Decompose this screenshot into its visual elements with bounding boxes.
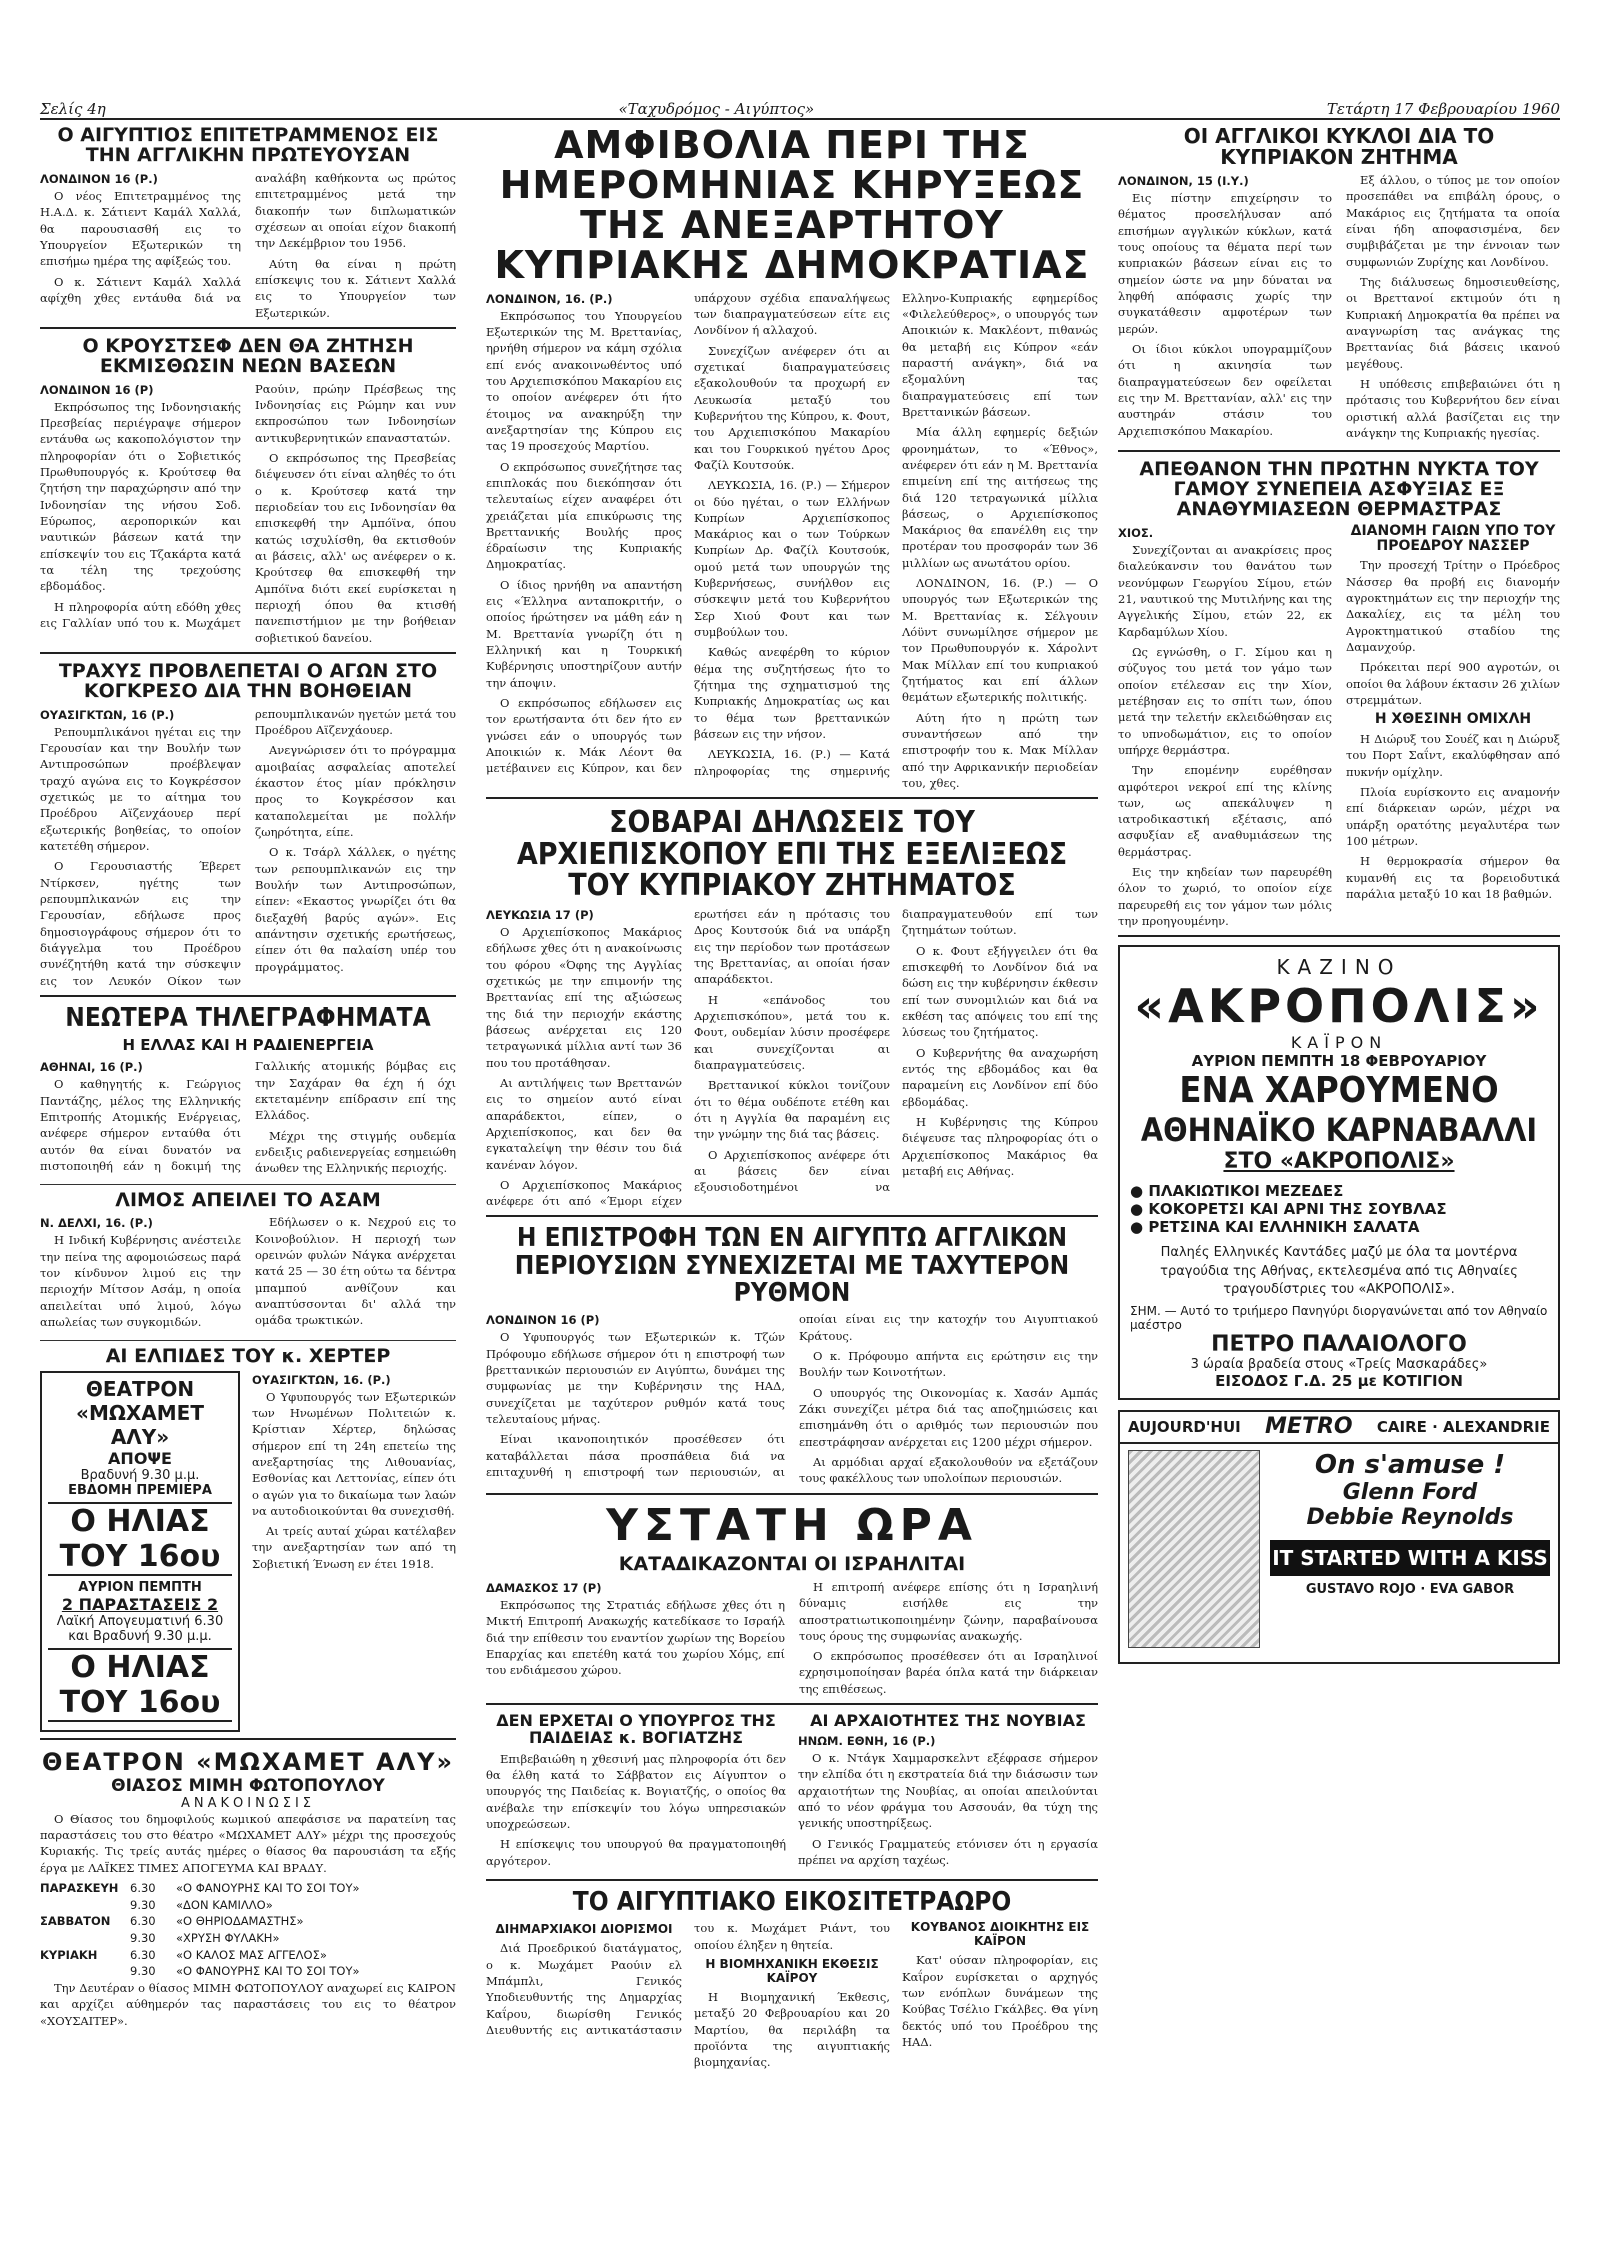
paragraph: Εκπρόσωπος της Ινδονησιακής Πρεσβείας περιέγραψε σήμερον εντάυθα ως κακοπολόγιστον την πληροφορίαν ότι ο Σοβιετικός Πρωθυπουργός κ. Κρούτσεφ θα ζητήση την παραχώρησιν από την Ινδονησίαν της νήσου Σοδ. Εύρωπος, αεροπορικών και ναυτικών βάσεων κατά την επίσκεψίν του εις Τζακάρτα κατά τα τέλη της τρεχούσης εβδομάδος.: [40, 399, 241, 594]
paragraph: Η Ινδική Κυβέρνησις ανέστειλε την πείνα της αφομοιώσεως παρά τον κίνδυνον λιμού εις την περιοχήν Μίτσον Ασάμ, η οποία απειλείται υπό λιμού, λόγω απωλείας των συγκομιδών.: [40, 1233, 241, 1330]
dateline: ΗΝΩΜ. ΕΘΝΗ, 16 (Ρ.): [798, 1733, 936, 1748]
ad-menu-item: ● ΠΛΑΚΙΩΤΙΚΟΙ ΜΕΖΕΔΕΣ: [1130, 1182, 1548, 1200]
paragraph: Ανεγνώρισεν ότι το πρόγραμμα αμοιβαίας ασφαλείας αποτελεί έκαστον έτος μίαν πρόκλησιν προς το Κογκρέσσον και καταπολεμείται με πολλήν ζωηρότητα, είπε.: [255, 743, 456, 840]
ad-menu-item: ● ΚΟΚΟΡΕΤΣΙ ΚΑΙ ΑΡΝΙ ΤΗΣ ΣΟΥΒΛΑΣ: [1130, 1200, 1548, 1218]
article-famine-assam: [40, 1214, 456, 1333]
article-british-circles: [1118, 172, 1560, 444]
metro-logo: METRO: [1265, 1414, 1353, 1440]
ad-troupe-name: ΘΙΑΣΟΣ ΜΙΜΗ ΦΩΤΟΠΟΥΛΟΥ: [111, 1775, 385, 1796]
ad-theatre-name: ΘΕΑΤΡΟΝ «ΜΩΧΑΜΕΤ ΑΛΥ»: [41, 1747, 455, 1776]
headline-british-circles: ΟΙ ΑΓΓΛΙΚΟΙ ΚΥΚΛΟΙ ΔΙΑ ΤΟ ΚΥΠΡΙΑΚΟΝ ΖΗΤΗΜΑ: [1183, 124, 1495, 169]
ad-metro-cinema: [1118, 1410, 1560, 1664]
metro-today: AUJOURD'HUI: [1128, 1417, 1241, 1436]
headline-khrushchev: Ο ΚΡΟΥΣΤΣΕΦ ΔΕΝ ΘΑ ΖΗΤΗΣΗ ΕΚΜΙΣΘΩΣΙΝ ΝΕΩΝ ΒΑΣΕΩΝ: [82, 334, 414, 377]
ad-kazino-name: «ΑΚΡΟΠΟΛΙΣ»: [1134, 979, 1544, 1034]
schedule-row: [40, 1897, 456, 1914]
subheadline: Η ΒΙΟΜΗΧΑΝΙΚΗ ΕΚΘΕΣΙΣ ΚΑΪΡΟΥ: [705, 1956, 879, 1985]
headline-wedding-night: ΑΠΕΘΑΝΟΝ ΤΗΝ ΠΡΩΤΗΝ ΝΥΚΤΑ ΤΟΥ ΓΑΜΟΥ ΣΥΝΕΠΕΙΑ ΑΣΦΥΞΙΑΣ ΕΞ ΑΝΑΘΥΜΙΑΣΕΩΝ ΘΕΡΜΑΣΤΡΑΣ: [1139, 458, 1539, 520]
divider: [1118, 450, 1560, 452]
divider: [40, 652, 456, 654]
short-news-row: [486, 1713, 1098, 1873]
headline-egyptian-24h: ΤΟ ΑΙΓΥΠΤΙΑΚΟ ΕΙΚΟΣΙΤΕΤΡΑΩΡΟ: [572, 1887, 1012, 1918]
paragraph: Η επιτροπή ανέφερε επίσης ότι η Ισραηλινή δύναμις εισήλθε εις την αποστρατιωτικοποιημένην ζώνην, παραβαίνουσα τους όρους της συμφωνίας ανακωχής.: [799, 1579, 1098, 1643]
paragraph: Ο εκπρόσωπος της Πρεσβείας διέψευσεν ότι είναι αληθές το ότι ο κ. Κρούτσεφ κατά την περιοδείαν του εις Ινδονησίαν θα επισκεφθή την Αμπόϊνα, όπου κατώς ισχυλίσθη, θα εκτισθούν αι βάσεις, αλλ' ως ανέφερεν ο κ. Κρούτσεφ θα επισκεφθή την Αμπόϊνα διότι εκεί ευρίσκεται η περιοχή όπου θα κτισθή πανεπιστήμιον με την βοήθειαν σοβιετικού δανείου.: [255, 451, 456, 645]
headline-congress: ΤΡΑΧΥΣ ΠΡΟΒΛΕΠΕΤΑΙ Ο ΑΓΩΝ ΣΤΟ ΚΟΓΚΡΕΣΟ ΔΙΑ ΤΗΝ ΒΟΗΘΕΙΑΝ: [58, 659, 438, 702]
schedule-day: [40, 1930, 130, 1947]
paragraph: Ο Αρχιεπίσκοπος Μακάριος ανέφερε ότι από «Έμορι είχεν ερωτήσει εάν η πρότασις του Δρος Κουτσούκ διά να υπάρξη εις την περίοδον των προτάσεων της Βρεττανίας, αι οποίαι ήσαν απαράδεκτοι.: [486, 906, 890, 1209]
dateline: ΛΟΝΔΙΝΟΝ, 16. (Ρ.): [486, 291, 613, 306]
headline-herter: ΑΙ ΕΛΠΙΔΕΣ ΤΟΥ κ. ΧΕΡΤΕΡ: [105, 1344, 391, 1367]
divider: [40, 1184, 456, 1185]
dateline: ΑΘΗΝΑΙ, 16 (Ρ.): [40, 1060, 143, 1075]
divider: [486, 1215, 1098, 1217]
schedule-play: «ΧΡΥΣΗ ΦΥΛΑΚΗ»: [176, 1930, 280, 1945]
ad-theatre-name: ΘΕΑΤΡΟΝ «ΜΩΧΑΜΕΤ ΑΛΥ»: [76, 1376, 204, 1449]
schedule-hour: 6.30: [130, 1947, 156, 1962]
schedule-day: [40, 1897, 130, 1914]
metro-costars: GUSTAVO ROJO · EVA GABOR: [1305, 1581, 1515, 1597]
schedule-row: [40, 1880, 456, 1897]
ad-menu-item: ● ΡΕΤΣΙΝΑ ΚΑΙ ΕΛΛΗΝΙΚΗ ΣΑΛΑΤΑ: [1130, 1218, 1548, 1236]
divider: [486, 1703, 1098, 1705]
schedule-hour: 6.30: [130, 1880, 156, 1895]
newspaper-name: «Ταχυδρόμος - Αιγύπτος»: [618, 100, 815, 118]
ad-kazino-maestro: ΠΕΤΡΟ ΠΑΛΑΙΟΛΟΓΟ: [1211, 1331, 1467, 1357]
ad-kazino-venue: ΣΤΟ «ΑΚΡΟΠΟΛΙΣ»: [1223, 1149, 1455, 1175]
metro-film-info: [1270, 1450, 1550, 1597]
dateline: ΟΥΑΣΙΓΚΤΩΝ, 16. (Ρ.): [252, 1372, 391, 1387]
paragraph: Οι ίδιοι κύκλοι υπογραμμίζουν ότι η ακινησία των διαπραγματεύσεων δεν οφείλεται εις την Μ. Βρεττανίαν, αλλ' εις την αυστηράν στάσιν του Αρχιεπισκόπου Μακαρίου.: [1118, 341, 1332, 438]
schedule-day: ΚΥΡΙΑΚΗ: [40, 1947, 98, 1962]
paragraph: Εις πίστην επιχείρησιν το θέματος προσελήλυσαν από επισήμων αγγλικών κύκλων, κατά τους οποίους τα θέματα περί των κυπριακών βάσεων είναι εις το σημείον ώστε να μην δύναται να ληφθή απόφασις χωρίς την συγκατάθεσιν αμφοτέρων των μερών.: [1118, 191, 1332, 336]
schedule-row: [40, 1930, 456, 1947]
schedule-day: ΣΑΒΒΑΤΟΝ: [40, 1914, 111, 1929]
film-still-image: [1128, 1450, 1260, 1648]
masthead: [40, 96, 1560, 120]
paragraph: Ως εγνώσθη, ο Γ. Σίμου και η σύζυγος του μετά τον γάμο των οποίον ετέλεσαν εις την Χίον, μετέβησαν εις το σπίτι των, όπου μετά την τελετήν εκλειδώθησαν εις το υπνοδωμάτιον, εις το οποίον υπήρχε θερμάστρα.: [1118, 644, 1332, 757]
article-congress: [40, 706, 456, 989]
ad-next-day: ΑΥΡΙΟΝ ΠΕΜΠΤΗ: [78, 1579, 202, 1595]
paragraph: Ο εκπρόσωπος εδήλωσεν εις τον ερωτήσαντα ότι δεν ήτο εν γνώσει εάν ο υπουργός των Αποικιών κ. Μάκ Λέοντ θα μετέβαινεν εις Κύπρον, και δεν υπάρχουν σχέδια επαναλήψεως των διαπραγματεύσεων είτε εις Λονδίνον ή αλλαχού.: [486, 290, 890, 776]
paragraph: Ο κ. Τσάρλ Χάλλεκ, ο ηγέτης των ρεπουμπλικανών εις την Βουλήν των Αντιπροσώπων, είπεν: «Εκαστος γνωρίζει ότι θα διεξαχθή βαρύς αγών». Εις απάντησιν σχετικής ερωτήσεως, είπεν ότι θα παλαίση υπέρ του προγράμματος.: [255, 845, 456, 974]
paragraph: Αι αρμόδιαι αρχαί εξακολουθούν να εξετάζουν τους φακέλλους των υπολοίπων περιουσιών.: [799, 1455, 1098, 1486]
dateline: ΛΟΝΔΙΝΟΝ, 15 (Ι.Υ.): [1118, 174, 1249, 188]
paragraph: Ο κ. Ντάγκ Χαμμαρσκελντ εξέφρασε σήμερον την ελπίδα ότι η εκστρατεία διά την διάσωσιν των αρχαιοτήτων της Νουβίας, αι οποίαι απειλούνται από το νέον φράγμα του Ασσουάν, θα τύχη της γενικής υποστηρίξεως.: [798, 1750, 1098, 1831]
paragraph: Αι τρείς αυταί χώραι κατέλαβεν την ανεξαρτησίαν των από τη Σοβιετική Ένωση εν έτει 1918.: [252, 1524, 456, 1571]
schedule-play: «Ο ΚΑΛΟΣ ΜΑΣ ΑΓΓΕΛΟΣ»: [176, 1947, 327, 1962]
article-british-property: [486, 1311, 1098, 1486]
article-herter: [252, 1371, 456, 1732]
ad-kazino-menu: [1130, 1182, 1548, 1236]
dateline: ΛΕΥΚΩΣΙΑ 17 (Ρ): [486, 907, 594, 922]
issue-date: Τετάρτη 17 Φεβρουαρίου 1960: [1326, 100, 1560, 118]
paragraph: Ο κ. Πρόφουμο απήντα εις ερώτησιν εις την Βουλήν των Κοινοτήτων.: [799, 1349, 1098, 1380]
schedule-row: [40, 1947, 456, 1964]
paragraph: Η Βιομηχανική Έκθεσις, μεταξύ 20 Φεβρουαρίου και 20 Μαρτίου, θα περιλάβη τα προϊόντα της αιγυπτιακής βιομηχανίας.: [694, 1989, 890, 2070]
dateline: ΟΥΑΣΙΓΚΤΩΝ, 16 (Ρ.): [40, 707, 175, 722]
ad-kazino-akropolis: [1118, 945, 1560, 1399]
headline-fog: Η ΧΘΕΣΙΝΗ ΟΜΙΧΛΗ: [1374, 711, 1532, 728]
paragraph: Ο Αρχιεπίσκοπος Μακάριος εδήλωσε χθες ότι η ανακοίνωσις του φόρου «Όφης της Αγγλίας σχετικώς με την επιμονήν της Βρεττανίας επί της αξιώσεως της διά την περιοχήν εκάστης βάσεως ανέρχεται εις 120 τετραγωνικά μίλλια αντί των 36 που του προτάθησαν.: [486, 924, 682, 1070]
paragraph: Εκπρόσωπος της Στρατιάς εδήλωσε χθες ότι η Μικτή Επιτροπή Ανακωχής κατεδίκασε το Ισραήλ διά την επίθεσιν του εναντίον χωρίων της Βορείου Επαρχίας και επετέθη κατά του χωρίου Χόμς, επί του ενδιάμεσου χώρου.: [486, 1597, 785, 1678]
metro-cities: CAIRE · ALEXANDRIE: [1376, 1417, 1550, 1436]
ad-show-count: 2 ΠΑΡΑΣΤΑΣΕΙΣ 2: [61, 1594, 219, 1614]
ad-tonight: ΑΠΟΨΕ: [108, 1448, 172, 1468]
paragraph: Βρεττανικοί κύκλοι τονίζουν ότι το θέμα ουδέποτε ετέθη και ότι η Αγγλία θα παραμένη εις την γνώμην της διά τας βάσεις.: [694, 1078, 890, 1142]
metro-header: [1120, 1412, 1558, 1444]
paragraph: Ο Κυβερνήτης θα αναχωρήση εντός της εβδομάδος και θα παραμείνη εις Λονδίνον επί δύο εβδομάδας.: [902, 1045, 1098, 1109]
paragraph: Είναι ικανοποιητικόν προσέθεσεν ότι καταβάλλεται πάσα προσπάθεια διά να επιταχυνθή η επιστροφή των περιουσιών, αι οποίαι είναι εις την κατοχήν του Αιγυπτιακού Κράτους.: [486, 1312, 1098, 1479]
paragraph: Πλοία ευρίσκοντο εις αναμονήν επί διάρκειαν ωρών, μέχρι να υπάρξη ορατότης μεγαλυτέρα των 100 μέτρων.: [1346, 784, 1560, 848]
page-number: Σελίς 4η: [40, 100, 106, 118]
paragraph: Συνεχίζων ανέφερεν ότι αι σχετικαί διαπραγματεύσεις εξακολουθούν τα προχωρή εν Λευκωσία μεταξύ του Κυβερνήτου της Κύπρου, κ. Φουτ, του Αρχιεπισκόπου Μακαρίου και του Γουρκικού ηγέτου Δρος Φαζίλ Κουτσούκ.: [694, 343, 890, 472]
column-right: [1118, 126, 1560, 1664]
theatre-ad-mohamed-aly: [40, 1371, 240, 1732]
dateline: ΔΑΜΑΣΚΟΣ 17 (Ρ): [486, 1580, 602, 1595]
schedule-day: ΠΑΡΑΣΚΕΥΗ: [40, 1880, 119, 1895]
ad-play-title: Ο ΗΛΙΑΣ ΤΟΥ 16ου: [48, 1648, 232, 1722]
ad-announcement-label: ΑΝΑΚΟΙΝΩΣΙΣ: [180, 1795, 316, 1811]
headline-egyptian-envoy: Ο ΑΙΓΥΠΤΙΟΣ ΕΠΙΤΕΤΡΑΜΜΕΝΟΣ ΕΙΣ ΤΗΝ ΑΓΓΛΙΚΗΝ ΠΡΩΤΕΥΟΥΣΑΝ: [57, 124, 439, 166]
article-wedding-night: [1118, 524, 1560, 930]
paragraph: Την Δευτέραν ο θίασος ΜΙΜΗ ΦΩΤΟΠΟΥΛΟΥ αναχωρεί εις ΚΑΙΡΟΝ και αρχίζει αύθημερόν τας παραστάσεις του εις το θέατρον «ΧΟΥΣΑΙΤΕΡ».: [40, 1980, 456, 2028]
headline-famine-assam: ΛΙΜΟΣ ΑΠΕΙΛΕΙ ΤΟ ΑΣΑΜ: [115, 1188, 381, 1211]
ad-kazino-tagline: ΕΝΑ ΧΑΡΟΥΜΕΝΟ: [1179, 1070, 1499, 1112]
ad-play-title: Ο ΗΛΙΑΣ ΤΟΥ 16ου: [48, 1502, 232, 1576]
ad-kazino-event: ΑΘΗΝΑΪΚΟ ΚΑΡΝΑΒΑΛΛΙ: [1140, 1111, 1538, 1150]
divider: [486, 797, 1098, 799]
dateline: ΛΟΝΔΙΝΟΝ 16 (Ρ): [40, 382, 154, 397]
paragraph: Ο κ. Φουτ εξήγγειλεν ότι θα επισκεφθή το Λονδίνον διά να δώση εις την κυβέρνησιν έκθεσιν επί των συνομιλιών και διά να εκθέση τας απόψεις του επί της λύσεως του ζητήματος.: [902, 943, 1098, 1040]
divider: [40, 1340, 456, 1341]
paragraph: Ο Υφυπουργός των Εξωτερικών των Ηνωμένων Πολιτειών κ. Κρίστιαν Χέρτερ, δηλώσας σήμερον επί τη 24η επετείω της ανεξαρτησίας της Λιθουανίας, Εσθονίας και Λεττονίας, είπεν ότι ο αγών για το δικαίωμα των λαών να αυτοδιοικούνται θα συνεχισθή.: [252, 1389, 456, 1518]
paragraph: Εις την κηδείαν των παρευρέθη όλον το χωριό, το οποίον είχε παρευρεθή εις τον γάμον των μόλις την προηγουμένην.: [1118, 865, 1332, 929]
theatre-ad-box: [40, 1371, 240, 1732]
subheadline: ΚΟΥΒΑΝΟΣ ΔΙΟΙΚΗΤΗΣ ΕΙΣ ΚΑΪΡΟΝ: [910, 1920, 1090, 1949]
divider: [486, 1879, 1098, 1881]
paragraph: Η πληροφορία αύτη εδόθη χθες εις Γαλλίαν υπό του κ. Μωχάμετ Ραούιν, πρώην Πρέσβεως της Ινδονησίας εις Ρώμην και νυν εκπροσώπου των Ινδονησίων αντικυβερνητικών επαναστατών.: [40, 381, 456, 630]
paragraph: Ο Γερουσιαστής Έβερετ Ντίρκσεν, ηγέτης των ρεπουμπλικανών εις την Γερουσίαν, εδήλωσε προς δημοσιογράφους σήμερον ότι το διάγγελμα του Προέδρου συνέζητήθη κατά την σύσκεψιν εις τον Λευκόν Οίκον των ρεπουμπλικανών ηγετών μετά του Προέδρου Αϊζενχάουερ.: [40, 706, 456, 988]
schedule-play: «Ο ΦΑΝΟΥΡΗΣ ΚΑΙ ΤΟ ΣΟΙ ΤΟΥ»: [176, 1880, 360, 1895]
paragraph: Πρόκειται περί 900 αγροτών, οι οποίοι θα λάβουν έκτασιν 26 χιλίων στρεμμάτων.: [1346, 660, 1560, 707]
paragraph: Κατ' ούσαν πληροφορίαν, εις Καΐρον ευρίσκεται ο αρχηγός των ενόπλων δυνάμεων της Κούβας Τσέλιο Γκάλβες. Θα γίνη δεκτός υπό του Προέδρου της ΗΑΔ.: [902, 1953, 1098, 2049]
schedule-hour: 9.30: [130, 1897, 156, 1912]
article-radioactivity: [40, 1058, 456, 1177]
paragraph: Την επομένην ευρέθησαν αμφότεροι νεκροί επί της κλίνης των, ως απεκάλυψεν η ιατροδικαστική εξέτασις, από ασφυξίαν εξ αναθυμιάσεων της θερμάστρας.: [1118, 763, 1332, 859]
ad-kazino-nights: 3 ώραία βραδεία στους «Τρείς Μασκαράδες»: [1190, 1356, 1488, 1372]
paragraph: Καθώς ανεφέρθη το κύριον θέμα της συζητήσεως ήτο το ζήτημα της σχηματισμού της Κυπριακής Δημοκρατίας ως και το θέμα των βρεττανικών βάσεων εις την νήσον.: [694, 645, 890, 742]
dateline: ΧΙΟΣ.: [1118, 525, 1154, 540]
ad-kazino-date: ΑΥΡΙΟΝ ΠΕΜΠΤΗ 18 ΦΕΒΡΟΥΑΡΙΟΥ: [1191, 1052, 1487, 1071]
paragraph: ΛΟΝΔΙΝΟΝ, 16. (Ρ.) — Ο υπουργός των Εξωτερικών της Μ. Βρεττανίας κ. Σέλγουιν Λόϋντ συνωμίλησε σήμερον με τον Πρωθυπουργόν κ. Χάρολντ Μακ Μίλλαν επί του κυπριακού ζητήματος και επί άλλων θεμάτων εξωτερικής πολιτικής.: [902, 576, 1098, 705]
ad-kazino-note: ΣΗΜ. — Αυτό το τριήμερο Πανηγύρι διοργανώνεται από τον Αθηναίο μαέστρο: [1130, 1303, 1548, 1332]
headline-cyprus-republic-date: ΑΜΦΙΒΟΛΙΑ ΠΕΡΙ ΤΗΣ ΗΜΕΡΟΜΗΝΙΑΣ ΚΗΡΥΞΕΩΣ ΤΗΣ ΑΝΕΞΑΡΤΗΤΟΥ ΚΥΠΡΙΑΚΗΣ ΔΗΜΟΚΡΑΤΙΑΣ: [494, 123, 1090, 287]
paragraph: Ο Υφυπουργός των Εξωτερικών κ. Τζών Πρόφουμο εδήλωσε σήμερον ότι η επιστροφή των βρεττανικών περιουσιών εν Αιγύπτω, δυνάμει της συμφωνίας με την Κυβέρνησιν της ΗΑΔ, συνεχίζεται με ταχύτερον ρυθμόν κατά τους τελευταίους μήνας.: [486, 1330, 785, 1427]
paragraph: Η Διώρυξ του Σουέζ και η Διώρυξ του Πορτ Σαΐντ, εκαλύφθησαν από πυκνήν ομίχλην.: [1346, 731, 1560, 779]
paragraph: Μία άλλη εφημερίς δεξιών φρονημάτων, το «Έθνος», ανέφερεν ότι εάν η Μ. Βρεττανία επιμείνη επί της αιτήσεως της διά 120 τετραγωνικά μίλλια βάσεως, ο Αρχιεπίσκοπος Μακάριος θα επανέλθη εις την προτέραν του προσφοράν των 36 μιλλίων ως ανωτάτου ορίου.: [902, 425, 1098, 570]
headline-archbishop-statements: ΣΟΒΑΡΑΙ ΔΗΛΩΣΕΙΣ ΤΟΥ ΑΡΧΙΕΠΙΣΚΟΠΟΥ ΕΠΙ ΤΗΣ ΕΞΕΛΙΞΕΩΣ ΤΟΥ ΚΥΠΡΙΑΚΟΥ ΖΗΤΗΜΑΤΟΣ: [516, 805, 1068, 904]
article-egyptian-envoy: [40, 170, 456, 321]
column-left: [40, 126, 456, 2033]
divider: [40, 1738, 456, 1740]
paragraph: Διά Προεδρικού διατάγματος, ο κ. Μωχάμετ Ραούιν ελ Μπάμπλι, Γενικός Υποδιευθυντής της Δημαρχίας Καΐρου, διωρίσθη Γενικός Διευθυντής εις αντικατάστασιν του κ. Μωχάμετ Ριάντ, του οποίου έληξεν η θητεία.: [486, 1921, 890, 2037]
paragraph: Ο εκπρόσωπος προσέθεσεν ότι αι Ισραηλινοί εχρησιμοποίησαν βαρέα όπλα κατά την διάρκειαν της επιθέσεως.: [799, 1649, 1098, 1696]
paragraph: Ο Θίασος του δημοφιλούς κωμικού απεφάσισε να παρατείνη τας παραστάσεις του στο θέατρο «ΜΩΧΑΜΕΤ ΑΛΥ» μέχρι της προσεχούς Κυριακής. Τις τρείς αυτάς ημέρες ο θίασος θα παρουσιάση τα εξής έργα με ΛΑΪΚΕΣ ΤΙΜΕΣ ΑΠΟΓΕΥΜΑ ΚΑΙ ΒΡΑΔΥ.: [40, 1811, 456, 1875]
dateline: Ν. ΔΕΛΧΙ, 16. (Ρ.): [40, 1216, 153, 1231]
paragraph: Η «επάνοδος του Αρχιεπισκόπου», μετά του κ. Φουτ, ουδεμίαν λύσιν προσέφερε και συνεχίζονται αι διαπραγματεύσεις.: [694, 992, 890, 1072]
ad-kazino-entry: ΕΙΣΟΔΟΣ Γ.Δ. 25 με ΚΟΤΙΓΙΟΝ: [1215, 1371, 1463, 1390]
article-nubia: [798, 1713, 1098, 1873]
article-khrushchev: [40, 381, 456, 646]
ad-kazino-label: ΚΑΖΙΝΟ: [1276, 955, 1402, 980]
metro-star: Debbie Reynolds: [1306, 1504, 1514, 1530]
paragraph: Εξ άλλου, ο τύπος με τον οποίον προσεπάθει να επιβάλη όρους, ο Μακάριος εις ζητήματα τα οποία είναι ήδη αποφασισμένα, δεν συμβιβάζεται με την έννοιαν των συμφωνιών Ζυρίχης και Λονδίνου.: [1346, 173, 1560, 269]
paragraph: Εδήλωσεν ο κ. Νεχρού εις το Κοινοβούλιον. Η περιοχή των ορεινών φυλών Νάγκα ανέρχεται κατά 25 — 30 έτη ούτω τα δέντρα μπαμπού ανθίζουν και αναπτύσσονται δι' αλλά την ομάδα τρωκτικών.: [255, 1215, 456, 1328]
paragraph: Αύτη ήτο η πρώτη των συναντήσεων από την επιστροφήν του κ. Μακ Μίλλαν από την Αφρικανικήν περιοδείαν του, χθες.: [902, 710, 1098, 791]
schedule-day: [40, 1963, 130, 1980]
schedule-row: [40, 1963, 456, 1980]
paragraph: Εκπρόσωπος του Υπουργείου Εξωτερικών της Μ. Βρεττανίας, ηρνήθη σήμερον να κάμη σχόλια επί ενός ανακοινωθέντος υπό του Αρχιεπισκόπου Μακαρίου εις το οποίον ανέφερεν ότι ήτο έτοιμος να ανακηρύξη την ανεξαρτησίαν της Κύπρου εις τας 19 προσεχούς Μαρτίου.: [486, 308, 682, 454]
article-archbishop-statements: [486, 906, 1098, 1210]
headline-education-minister: ΔΕΝ ΕΡΧΕΤΑΙ Ο ΥΠΟΥΡΓΟΣ ΤΗΣ ΠΑΙΔΕΙΑΣ κ. ΒΟΓΙΑΤΖΗΣ: [496, 1711, 776, 1747]
ad-kazino-city: ΚΑΪΡΟΝ: [1290, 1033, 1388, 1053]
paragraph: Ο ίδιος ηρνήθη να απαντήση εις «Έλληνα ανταποκριτήν, ο οποίος ήρώτησεν να μάθη εάν η Μ. Βρεττανία γνωρίζη ότι η Ελληνική και η Τουρκική Κυβέρνησις υποστηρίζουν αυτήν την άποψιν.: [486, 577, 682, 690]
subheadline: ΔΙΗΜΑΡΧΙΑΚΟΙ ΔΙΟΡΙΣΜΟΙ: [495, 1922, 673, 1937]
paragraph: Ο κ. Σάτιεντ Καμάλ Χαλλά αφίχθη χθες εντάυθα διά να αναλάβη καθήκοντα ως πρώτος επιτετραμμένος μετά την διακοπήν των διπλωματικών σχέσεων αι οποίαι είχον διακοπή την Δεκέμβριον του 1956.: [40, 170, 456, 305]
paragraph: Ο Αρχιεπίσκοπος ανέφερε ότι αι βάσεις δεν είναι εξουσιοδοτημένοι να διαπραγματευθούν επί των ζητημάτων τούτων.: [694, 906, 1098, 1195]
column-center: [486, 123, 1098, 2071]
paragraph: ΛΕΥΚΩΣΙΑ, 16. (Ρ.) — Κατά πληροφορίας της σημερινής Ελληνο-Κυπριακής εφημερίδος «Φιλελεύθερος», ο υπουργός των Αποικιών κ. Μακλέοντ, πιθανώς θα μεταβή εις Κύπρον «εάν παραστή ανάγκη», διά να εξομαλύνη τας διαπραγματεύσεις επί των Βρεττανικών βάσεων.: [694, 290, 1098, 778]
divider: [1118, 935, 1560, 937]
headline-land-distribution: ΔΙΑΝΟΜΗ ΓΑΙΩΝ ΥΠΟ ΤΟΥ ΠΡΟΕΔΡΟΥ ΝΑΣΣΕΡ: [1350, 522, 1556, 554]
paragraph: Ο καθηγητής κ. Γεώργιος Παντάζης, μέλος της Ελληνικής Επιτροπής Ατομικής Ενέργειας, ανέφερε σήμερον ενταύθα ότι αυτόν θα είναι δυνατόν να πιστοποιηθή εάν η δοκιμή της Γαλλικής ατομικής βόμβας εις την Σαχάραν θα έχη ή όχι εκτεταμένην επίδρασιν επί της Ελλάδος.: [40, 1059, 456, 1174]
subheadline-radioactivity: Η ΕΛΛΑΣ ΚΑΙ Η ΡΑΔΙΕΝΕΡΓΕΙΑ: [122, 1036, 374, 1055]
schedule-play: «Ο ΦΑΝΟΥΡΗΣ ΚΑΙ ΤΟ ΣΟΙ ΤΟΥ»: [176, 1964, 360, 1979]
schedule-row: [40, 1913, 456, 1930]
paragraph: Μέχρι της στιγμής ουδεμία ενδειξις ραδιενεργείας εσημειώθη άνωθεν της Ελληνικής περιοχής.: [255, 1128, 456, 1176]
paragraph: Ο εκπρόσωπος συνεζήτησε τας επιπλοκάς που διεκόπησαν ότι τελευταίως είχεν αναφέρει ότι χρειάζεται μία επικύρωσις της Βρεττανικής Βουλής προς έδραίωσιν της Κυπριακής Δημοκρατίας.: [486, 459, 682, 572]
schedule-play: «ΔΟΝ ΚΑΜΙΛΛΟ»: [176, 1897, 273, 1912]
paragraph: Επιβεβαιώθη η χθεσινή μας πληροφορία ότι δεν θα έλθη κατά το Σάββατον εις Αίγυπτον ο υπουργός της Παιδείας κ. Βογιατζής, ο οποίος θα ανέβαλε την επίσκεψίν του λόγω υπηρεσιακών υποχρεώσεων.: [486, 1751, 786, 1832]
divider: [40, 327, 456, 329]
paragraph: Της διάλυσεως δημοσιευθείσης, οι Βρεττανοί εκτιμούν ότι η Κυπριακή Δημοκρατία θα πρέπει να αναγνωρίση τας ανάγκας της Βρεττανίας διά βάσεις ικανού μεγέθους.: [1346, 274, 1560, 371]
metro-star: Glenn Ford: [1342, 1479, 1478, 1505]
herter-and-ad-row: [40, 1371, 456, 1732]
ad-time: και Βραδυνή 9.30 μ.μ.: [68, 1628, 212, 1644]
article-cyprus-republic-date: [486, 290, 1098, 792]
dateline: ΛΟΝΔΙΝΟΝ 16 (Ρ): [486, 1313, 600, 1328]
schedule-hour: 9.30: [130, 1964, 156, 1979]
paragraph: Ρεπουμπλικάνοι ηγέται εις την Γερουσίαν και την Βουλήν των Αντιπροσώπων προέβλεψαν τραχύ αγώνα εις το Κογκρέσσον σχετικώς με το αίτημα του Προέδρου Αϊζενχάουερ περί εξωτερικής βοηθείας, το οποίον κατετέθη σήμερον.: [40, 724, 241, 854]
ad-kazino-text: Παληές Ελληνικές Καντάδες μαζύ με όλα τα μοντέρνα τραγούδια της Αθήνας, εκτελεσμένα από τις Αθηναίες τραγουδίστριες του «ΑΚΡΟΠΟΛΙΣ».: [1160, 1245, 1518, 1298]
paragraph: Ο νέος Επιτετραμμένος της Η.Α.Δ. κ. Σάτιεντ Καμάλ Χαλλά, θα παρουσιασθή εις το Υπουργείον Εξωτερικών τη επισήμω ημέρα της αφίξεώς του.: [40, 188, 241, 269]
divider: [40, 995, 456, 997]
performance-schedule: [40, 1880, 456, 1980]
paragraph: Την προσεχή Τρίτην ο Πρόεδρος Νάσσερ θα προβή εις διανομήν αγροκτημάτων εις την περιοχήν της Δακαλίεχ, εις τα μέλη του Αγροκτηματικού σταδίου της Δαμανχούρ.: [1346, 558, 1560, 654]
headline-nubia: ΑΙ ΑΡΧΑΙΟΤΗΤΕΣ ΤΗΣ ΝΟΥΒΙΑΣ: [810, 1711, 1086, 1731]
subheadline-israelis-condemned: ΚΑΤΑΔΙΚΑΖΟΝΤΑΙ ΟΙ ΙΣΡΑΗΛΙΤΑΙ: [618, 1552, 966, 1575]
ad-premiere: ΕΒΔΟΜΗ ΠΡΕΜΙΕΡΑ: [68, 1482, 212, 1498]
headline-latest-telegrams: ΝΕΩΤΕΡΑ ΤΗΛΕΓΡΑΦΗΜΑΤΑ: [65, 1003, 431, 1034]
paragraph: Ο υπουργός της Οικονομίας κ. Χασάν Αμπάς Ζάκι συνεχίζει μέτρα διά τας αποζημιώσεις και επισημάνθη ότι ο αριθμός των περιουσιών που επεστράφησαν ανέρχεται εις 1200 μέχρι σήμερον.: [799, 1385, 1098, 1449]
divider: [486, 1493, 1098, 1495]
paragraph: Η επίσκεψις του υπουργού θα πραγματοποιηθή αργότερον.: [486, 1837, 786, 1868]
metro-tagline: On s'amuse !: [1314, 1449, 1506, 1480]
paragraph: Αι αντιλήψεις των Βρεττανών εις το σημείον αυτό είναι απαράδεκτοι, είπεν, ο Αρχιεπίσκοπος, και δεν θα εγκαταλείψη την θέσιν του διά κανέναν λόγον.: [486, 1075, 682, 1172]
paragraph: ΛΕΥΚΩΣΙΑ, 16. (Ρ.) — Σήμερον οι δύο ηγέται, ο των Ελλήνων Κυπρίων Αρχιεπίσκοπος Μακάριος και ο των Τούρκων Κυπρίων Δρ. Φαζίλ Κουτσούκ, ομού μετά των υπουργών της Κυβερνήσεως, συνήλθον εις σύσκεψιν μετά του Κυβερνήτου Σερ Χιού Φουτ και των συμβούλων του.: [694, 478, 890, 640]
headline-british-property: Η ΕΠΙΣΤΡΟΦΗ ΤΩΝ ΕΝ ΑΙΓΥΠΤΩ ΑΓΓΛΙΚΩΝ ΠΕΡΙΟΥΣΙΩΝ ΣΥΝΕΧΙΖΕΤΑΙ ΜΕ ΤΑΧΥΤΕΡΟΝ ΡΥΘΜΟΝ: [514, 1223, 1070, 1309]
headline-last-hour: ΥΣΤΑΤΗ ΩΡΑ: [606, 1499, 978, 1551]
article-education-minister: [486, 1713, 786, 1873]
paragraph: Ο Γενικός Γραμματεύς ετόνισεν ότι η εργασία πρέπει να αρχίση ταχέως.: [798, 1836, 1098, 1867]
dateline: ΛΟΝΔΙΝΟΝ 16 (Ρ.): [40, 171, 158, 186]
schedule-hour: 6.30: [130, 1914, 156, 1929]
theatre-ad-fotopoulos: [40, 1748, 456, 1811]
ad-time: Βραδυνή 9.30 μ.μ.: [80, 1467, 200, 1483]
schedule-play: «Ο ΘΗΡΙΟΔΑΜΑΣΤΗΣ»: [176, 1914, 304, 1929]
article-israelis-condemned: [486, 1579, 1098, 1697]
paragraph: Η υπόθεσις επιβεβαιώνει ότι η πρότασις του Κυβερνήτου δεν είναι οριστική αλλά βασίζεται εις την ανάγκην της Κυπριακής ηγεσίας.: [1346, 376, 1560, 440]
ad-time: Λαϊκή Απογευματινή 6.30: [56, 1613, 224, 1629]
metro-film-title: IT STARTED WITH A KISS: [1270, 1540, 1550, 1576]
article-egyptian-24h: [486, 1920, 1098, 2070]
paragraph: Η θερμοκρασία σήμερον θα κυμανθή εις τα βορειοδυτικά παράλια μεταξύ 10 και 18 βαθμών.: [1346, 854, 1560, 901]
paragraph: Αύτη θα είναι η πρώτη επίσκεψις του κ. Σάτιεντ Χαλλά εις το Υπουργείον των Εξωτερικών.: [255, 256, 456, 320]
paragraph: Η Κυβέρνησις της Κύπρου διέψευσε τας πληροφορίας ότι ο Αρχιεπίσκοπος Μακάριος θα μεταβή εις Αθήνας.: [902, 1114, 1098, 1178]
paragraph: Συνεχίζονται αι ανακρίσεις προς διαλεύκανσιν του θανάτου των νεονύμφων Γεωργίου Σίμου, ετών 21, ναυτικού της Μυτιλήνης και της Αγγελικής Σίμου, ετών 22, εκ Καρδαμύλων Χίου.: [1118, 542, 1332, 639]
schedule-hour: 9.30: [130, 1930, 156, 1945]
